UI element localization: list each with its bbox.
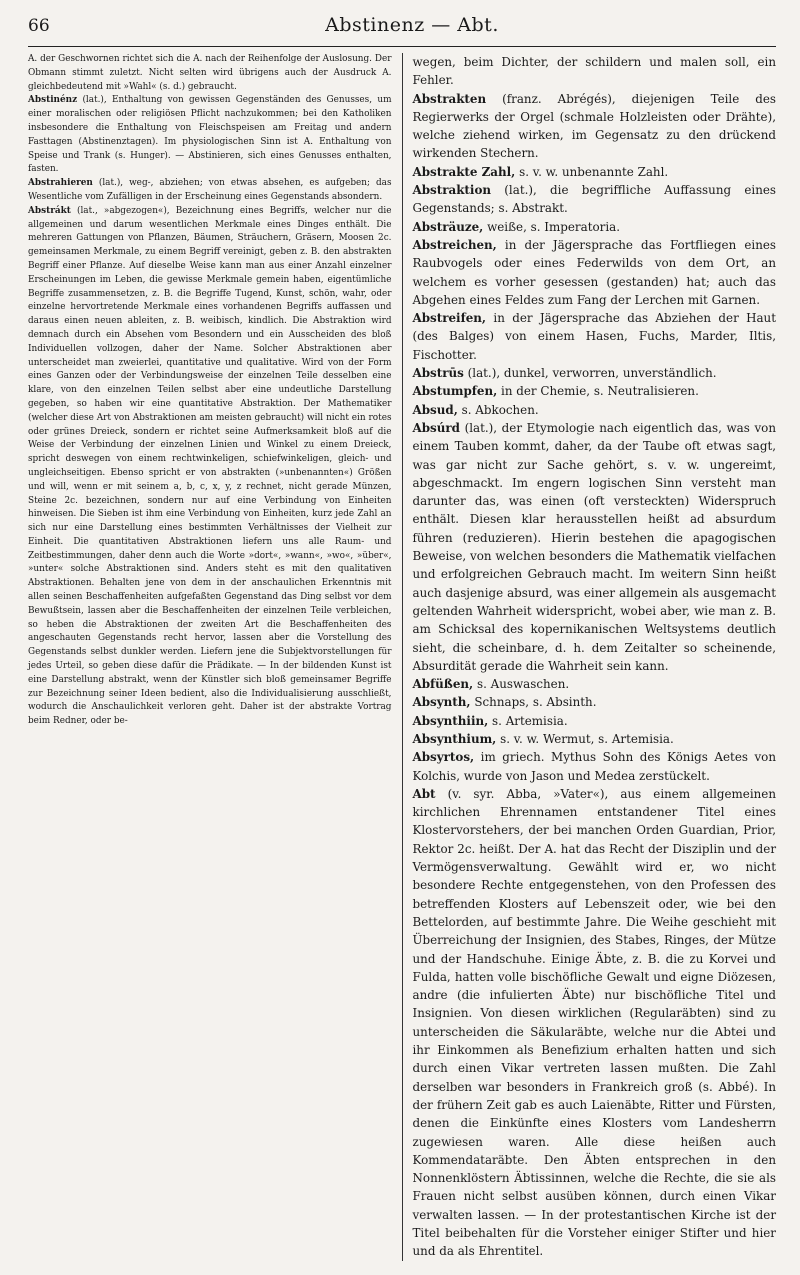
- dictionary-entry: [413, 748, 777, 785]
- dictionary-entry: [413, 364, 777, 382]
- dictionary-entry: [413, 693, 777, 711]
- entry-text: Schnaps, s. Absinth.: [470, 695, 597, 710]
- entry-text: (lat.), Enthaltung von gewissen Gegenständen des Genusses, um einer moralischen oder religiösen Pflicht nachzukommen; bei den Katholiken insbesondere die Enthaltung von Fleischspeisen am Freitag und andern Fasttagen (Abstinenztagen). Im physiologischen Sinn ist A. Enthaltung von Speise und Trank (s. Hunger). — Abstinieren, sich eines Genusses enthalten, fasten.: [28, 95, 392, 175]
- entry-text: im griech. Mythus Sohn des Königs Aetes von Kolchis, wurde von Jason und Medea zerstückelt.: [412, 750, 776, 783]
- dictionary-entry: [413, 53, 777, 90]
- entry-headword: Abstinénz: [28, 95, 78, 106]
- entry-text: (lat.), der Etymologie nach eigentlich das, was von einem Tauben kommt, daher, da der Taube oft etwas sagt, was gar nicht zur Sache gehört, s. v. w. ungereimt, abgeschmackt. Im engern logischen Sinn versteht man darunter das, was einen (oft versteckten) Widerspruch enthält. Diesen klar herausstellen heißt ad absurdum führen (reduzieren). Hierin bestehen die apagogischen Beweise, von welchen besonders die Mathematik vielfachen und erfolgreichen Gebrauch macht. Im weitern Sinn heißt auch dasjenige absurd, was einer allgemein als ausgemacht geltenden Wahrheit widerspricht, wobei aber, wie man z. B. am Schicksal des kopernikanischen Weltsystems deutlich sieht, die scheinbare, d. h. dem Zeitalter so scheinende, Absurdität gerade die Wahrheit sein kann.: [412, 420, 776, 673]
- entry-text: (franz. Abrégés), diejenigen Teile des Regierwerks der Orgel (schmale Holzleisten oder Drähte), welche ziehend wirken, im Gegensatz zu den drückend wirkenden Stechern.: [412, 91, 776, 161]
- text-columns: [28, 53, 776, 1261]
- entry-headword: Abstraktion: [412, 183, 492, 198]
- entry-headword: Abstreichen,: [412, 237, 497, 252]
- entry-headword: Abstrakten: [412, 91, 487, 106]
- entry-headword: Absynthium,: [412, 731, 497, 746]
- entry-headword: Absynth,: [412, 695, 471, 710]
- entry-text: in der Jägersprache das Fortfliegen eines Raubvogels oder eines Federwilds von dem Ort, an welchem es vorher gesessen (gestanden) hat; auch das Abgehen eines Feldes zum Fang der Lerchen mit Garnen.: [412, 237, 776, 307]
- entry-headword: Abstumpfen,: [412, 384, 498, 399]
- entry-text: s. v. w. unbenannte Zahl.: [515, 164, 669, 179]
- entry-headword: Abt: [412, 786, 436, 801]
- entry-text: in der Jägersprache das Abziehen der Haut (des Balges) von einem Hasen, Fuchs, Marder, Iltis, Fischotter.: [412, 311, 776, 362]
- entry-text: wegen, beim Dichter, der schildern und malen soll, ein Fehler.: [412, 55, 776, 88]
- entry-text: s. Auswaschen.: [473, 677, 570, 692]
- dictionary-entry: [413, 419, 777, 675]
- running-head: Abstinenz — Abt.: [325, 14, 499, 36]
- right-column: [403, 53, 777, 1261]
- dictionary-entry: [413, 382, 777, 400]
- dictionary-entry: [28, 94, 392, 177]
- entry-text: A. der Geschwornen richtet sich die A. nach der Reihenfolge der Auslosung. Der Obmann stimmt zuletzt. Nicht selten wird übrigens auch der Ausdruck A. gleichbedeutend mit »Wahl« (s. d.) gebraucht.: [28, 54, 392, 92]
- dictionary-entry: [413, 181, 777, 218]
- entry-headword: Abstrahieren: [28, 178, 93, 189]
- entry-text: weiße, s. Imperatoria.: [483, 219, 620, 234]
- header-rule: [28, 46, 776, 47]
- entry-text: in der Chemie, s. Neutralisieren.: [497, 384, 699, 399]
- entry-headword: Absynthiin,: [412, 713, 489, 728]
- dictionary-entry: [413, 785, 777, 1261]
- entry-text: s. Abkochen.: [457, 402, 539, 417]
- entry-headword: Absyrtos,: [412, 750, 475, 765]
- entry-text: (lat.), weg-, abziehen; von etwas absehen, es aufgeben; das Wesentliche vom Zufälligen in der Erscheinung eines Gegenstands absondern.: [28, 178, 392, 202]
- entry-text: (lat.), die begriffliche Auffassung eines Gegenstands; s. Abstrakt.: [412, 183, 776, 216]
- entry-headword: Abstrákt: [28, 205, 71, 216]
- entry-text: (v. syr. Abba, »Vater«), aus einem allgemeinen kirchlichen Ehrennamen entstandener Titel eines Klostervorstehers, der bei manchen Orden Guardian, Prior, Rektor 2c. heißt. Der A. hat das Recht der Disziplin und der Vermögensverwaltung. Gewählt wird er, wo nicht besondere Rechte entgegenstehen, von den Professen des betreffenden Klosters auf Lebenszeit oder, wie bei den Bettelorden, auf bestimmte Jahre. Die Weihe geschieht mit Überreichung der Insignien, des Stabes, Ringes, der Mütze und der Handschuhe. Einige Äbte, z. B. die zu Korvei und Fulda, hatten volle bischöfliche Gewalt und eigne Diözesen, andre (die infulierten Äbte) nur bischöfliche Titel und Insignien. Von diesen wirklichen (Regularäbten) sind zu unterscheiden die Säkularäbte, welche nur die Abtei und ihr Einkommen als Benefizium erhalten hatten und sich durch einen Vikar vertreten lassen mußten. Die Zahl derselben war besonders in Frankreich groß (s. Abbé). In der frühern Zeit gab es auch Laienäbte, Ritter und Fürsten, denen die Einkünfte eines Klosters vom Landesherrn zugewiesen waren. Alle diese heißen auch Kommendataräbte. Den Äbten entsprechen in den Nonnenklöstern Äbtissinnen, welche die Rechte, die sie als Frauen nicht selbst ausüben können, durch einen Vikar verwalten lassen. — In der protestantischen Kirche ist der Titel beibehalten für die Vorsteher einiger Stifter und hier und da als Ehrentitel.: [412, 786, 776, 1259]
- page-number: 66: [28, 16, 50, 36]
- dictionary-entry: [413, 401, 777, 419]
- dictionary-entry: [413, 730, 777, 748]
- entry-text: s. v. w. Wermut, s. Artemisia.: [496, 731, 674, 746]
- page-header: [28, 14, 776, 44]
- dictionary-entry: [413, 236, 777, 309]
- entry-headword: Absträuze,: [412, 219, 484, 234]
- entry-headword: Absúrd: [412, 420, 460, 435]
- left-column: [28, 53, 403, 1261]
- dictionary-entry: [413, 309, 777, 364]
- dictionary-entry: [28, 205, 392, 729]
- dictionary-entry: [413, 712, 777, 730]
- dictionary-entry: [413, 218, 777, 236]
- entry-headword: Absud,: [412, 402, 458, 417]
- entry-headword: Abstrūs: [412, 366, 464, 381]
- dictionary-entry: [28, 53, 392, 94]
- dictionary-entry: [413, 163, 777, 181]
- dictionary-entry: [28, 177, 392, 205]
- entry-headword: Abfüßen,: [412, 677, 474, 692]
- entry-text: (lat., »abgezogen«), Bezeichnung eines Begriffs, welcher nur die allgemeinen und darum wesentlichen Merkmale eines Dinges enthält. Die mehreren Gattungen von Pflanzen, Bäumen, Sträuchern, Gräsern, Moosen 2c. gemeinsamen Merkmale, zu einem Begriff vereinigt, geben z. B. den abstrakten Begriff einer Pflanze. Auf dieselbe Weise kann man aus einer Anzahl einzelner Erscheinungen im Leben, die gewisse Merkmale gemein haben, eigentümliche Begriffe zusammensetzen, z. B. die Begriffe Tugend, Kunst, schön, wahr, oder einzelne hervortretende Merkmale eines vorhandenen Begriffs auffassen und daraus einen neuen ableiten, z. B. weibisch, kindlich. Die Abstraktion wird demnach durch ein Absehen vom Besondern und ein Ausscheiden des bloß Individuellen vollzogen, daher der Name. Solcher Abstraktionen aber unterscheidet man zweierlei, quantitative und qualitative. Wird von der Form eines Ganzen oder der Verbindungsweise der einzelnen Teile desselben eine klare, von den einzelnen Teilen selbst aber eine undeutliche Darstellung gegeben, so haben wir eine quantitative Abstraktion. Der Mathematiker (welcher diese Art von Abstraktionen am meisten gebraucht) will nicht ein rotes oder grünes Dreieck, sondern er richtet seine Aufmerksamkeit bloß auf die Weise der Verbindung der einzelnen Linien und Winkel zu einem Dreieck, spricht deswegen von einem rechtwinkeligen, schiefwinkeligen, gleich- und ungleichseitigen. Ebenso spricht er von abstrakten (»unbenannten«) Größen und will, wenn er mit seinem a, b, c, x, y, z rechnet, nicht gerade Münzen, Steine 2c. bezeichnen, sondern nur auf eine Verbindung von Einheiten hinweisen. Die Sieben ist ihm eine Verbindung von Einheiten, kurz jede Zahl an sich nur eine Darstellung eines bestimmten Verhältnisses der Vielheit zur Einheit. Die quantitativen Abstraktionen liefern uns alle Raum- und Zeitbestimmungen, daher denn auch die Worte »dort«, »wann«, »wo«, »über«, »unter« solche Abstraktionen sind. Anders steht es mit den qualitativen Abstraktionen. Behalten jene von dem in der anschaulichen Erkenntnis mit allen seinen Beschaffenheiten aufgefaßten Gegenstand das Ding selbst vor dem Bewußtsein, lassen aber die Beschaffenheiten der einzelnen Teile verbleichen, so heben die Abstraktionen der zweiten Art die Beschaffenheiten des angeschauten Gegenstands recht hervor, lassen aber die Vorstellung des Gegenstands selbst dunkler werden. Liefern jene die Subjektvorstellungen für jedes Urteil, so geben diese dafür die Prädikate. — In der bildenden Kunst ist eine Darstellung abstrakt, wenn der Künstler sich bloß gemeinsamer Begriffe zur Bezeichnung seiner Ideen bedient, also die Individualisierung ausschließt, wodurch die Anschaulichkeit verloren geht. Daher ist der abstrakte Vortrag beim Redner, oder be-: [28, 205, 392, 727]
- entry-headword: Abstrakte Zahl,: [412, 164, 516, 179]
- entry-headword: Abstreifen,: [412, 311, 487, 326]
- dictionary-entry: [413, 675, 777, 693]
- entry-text: s. Artemisia.: [488, 713, 568, 728]
- dictionary-entry: [413, 90, 777, 163]
- entry-text: (lat.), dunkel, verworren, unverständlich.: [463, 366, 717, 381]
